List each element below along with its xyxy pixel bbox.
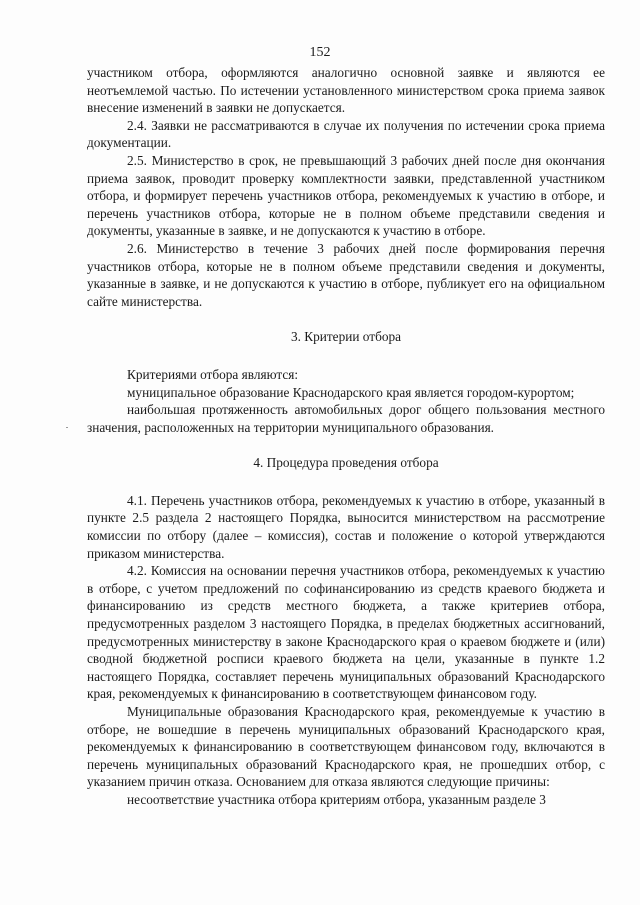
paragraph: 4.2. Комиссия на основании перечня участников отбора, рекомендуемых к участию в отборе, с учетом предложений по софинансированию из средств краевого бюджета и финансированию из средств местного бюджета, а также критериев отбора, предусмотренных разделом 3 настоящего Порядка, в пределах бюджетных ассигнований, предусмотренных министерству в законе Краснодарского края о краевом бюджете и (или) сводной бюджетной росписи краевого бюджета на цели, указанные в пункте 1.2 настоящего Порядка, составляет перечень муниципальных образований Краснодарского края, рекомендуемых к финансированию в соответствующем финансовом году.: [87, 563, 605, 702]
paragraph: 4.1. Перечень участников отбора, рекомендуемых к участию в отборе, указанный в пункте 2.5 раздела 2 настоящего Порядка, выносится министерством на рассмотрение комиссии по отбору (далее – комиссия), состав и положение о которой утверждаются приказом министерства.: [87, 492, 605, 561]
paragraph: Критериями отбора являются:: [127, 366, 299, 382]
paragraph: несоответствие участника отбора критериям отбора, указанным разделе 3: [127, 791, 546, 807]
body-text: [87, 64, 605, 809]
paragraph: участником отбора, оформляются аналогично основной заявке и являются ее неотъемлемой частью. По истечении установленного министерством срока приема заявок внесение изменений в заявки не допускается.: [87, 65, 605, 116]
page-number: 152: [309, 45, 331, 60]
paragraph: 2.5. Министерство в срок, не превышающий 3 рабочих дней после дня окончания приема заявок, проводит проверку комплектности заявки, представленной участником отбора, и формирует перечень участников отбора, рекомендуемых к участию в отборе, и перечень участников отбора, которые не в полном объеме представили сведения и документы, указанные в заявке, и не допускаются к участию в отборе.: [87, 152, 605, 239]
paragraph: наибольшая протяженность автомобильных дорог общего пользования местного значения, расположенных на территории муниципального образования.: [87, 402, 605, 435]
section-heading: 4. Процедура проведения отбора: [253, 455, 439, 471]
scan-mark: [66, 427, 68, 428]
paragraph: Муниципальные образования Краснодарского края, рекомендуемые к участию в отборе, не вошедшие в перечень муниципальных образований Краснодарского края, рекомендуемых к финансированию в соответствующем финансовом году, включаются в перечень муниципальных образований Краснодарского края, не прошедших отбор, с указанием причин отказа. Основанием для отказа являются следующие причины:: [87, 704, 605, 790]
section-heading: 3. Критерии отбора: [290, 329, 402, 345]
paragraph: муниципальное образование Краснодарского края является городом-курортом;: [127, 384, 575, 400]
paragraph: 2.4. Заявки не рассматриваются в случае их получения по истечении срока приема документации.: [87, 117, 605, 151]
paragraph: 2.6. Министерство в течение 3 рабочих дней после формирования перечня участников отбора, которые не в полном объеме представили сведения и документы, указанные в заявке, и не допускаются к участию в отборе, публикует его на официальном сайте министерства.: [87, 240, 605, 309]
